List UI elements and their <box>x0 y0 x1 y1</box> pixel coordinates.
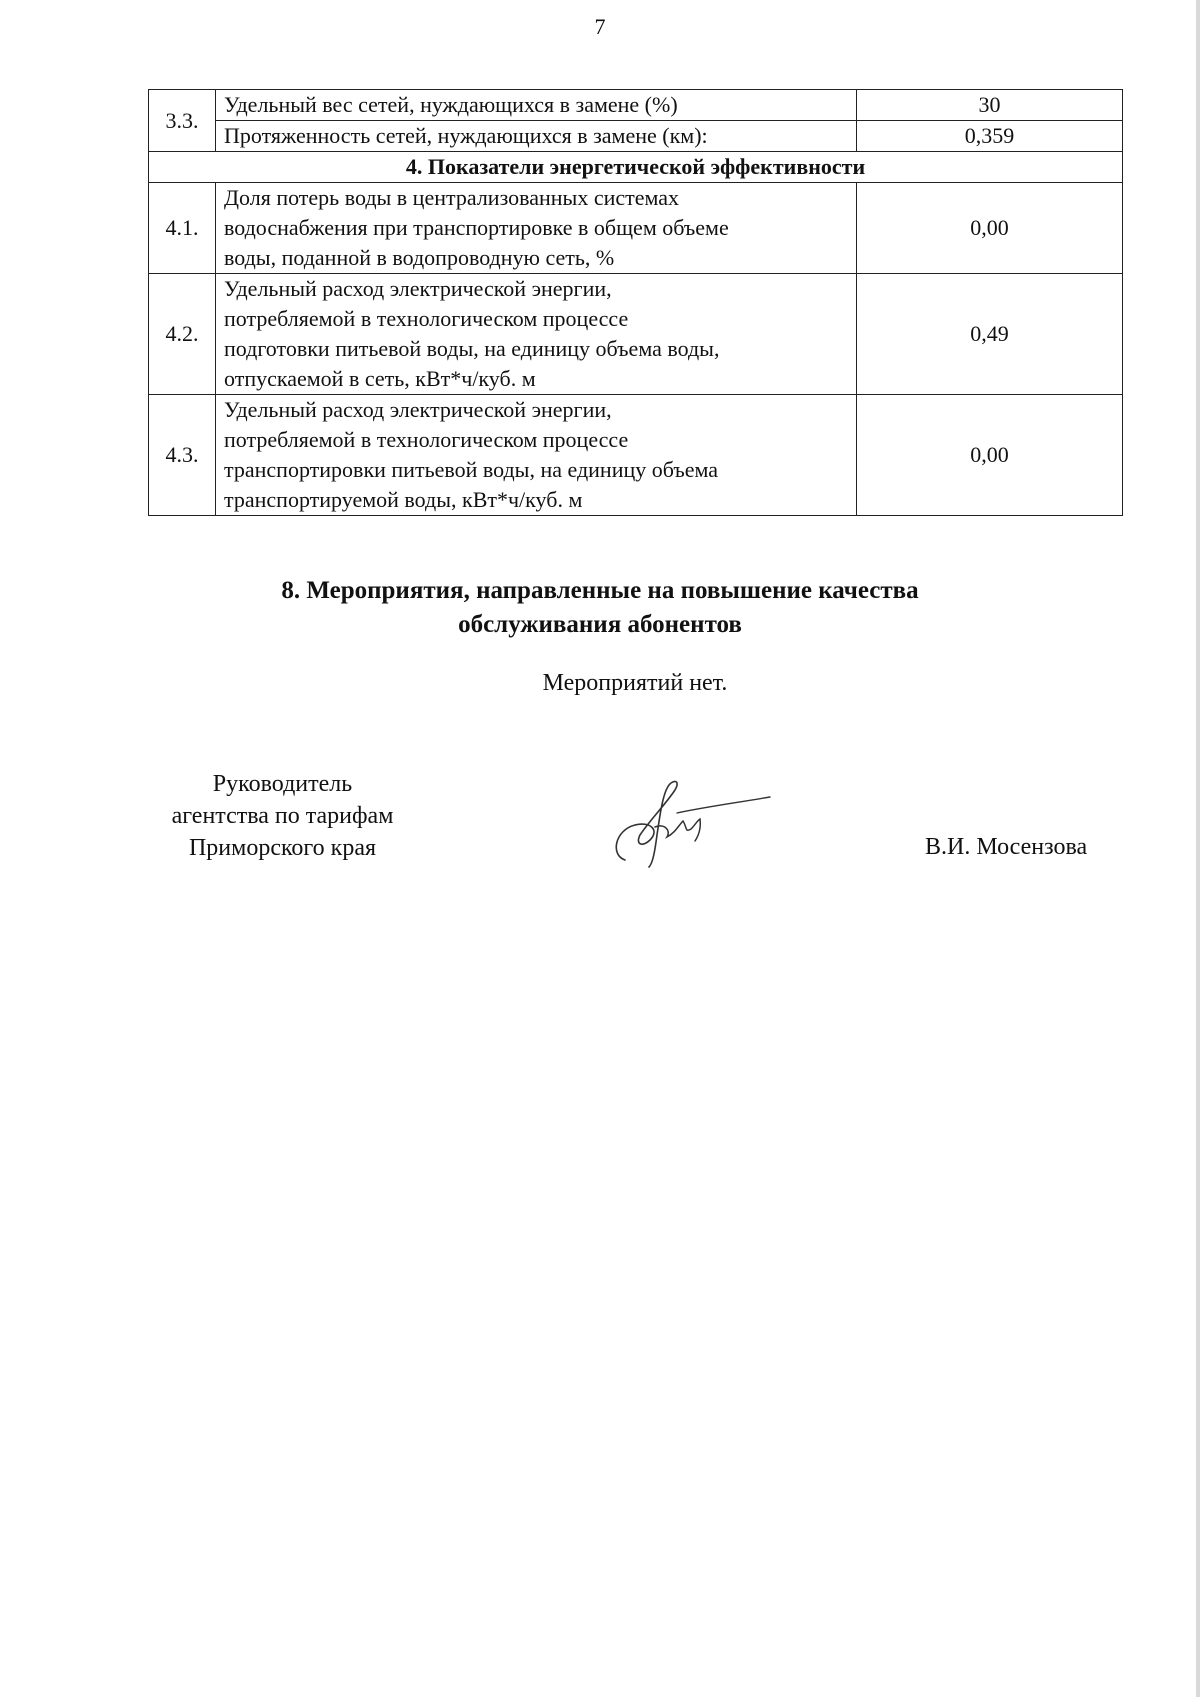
table-row <box>149 274 1123 395</box>
section-row <box>149 152 1123 183</box>
section-heading: 4. Показатели энергетической эффективности <box>149 152 1123 183</box>
label-line: подготовки питьевой воды, на единицу объема воды, <box>224 336 720 361</box>
label-line: отпускаемой в сеть, кВт*ч/куб. м <box>224 366 536 391</box>
row-number: 4.3. <box>149 395 216 516</box>
row-label <box>216 395 857 516</box>
row-value: 0,00 <box>857 395 1123 516</box>
row-value: 30 <box>857 90 1123 121</box>
label-line: потребляемой в технологическом процессе <box>224 427 629 452</box>
row-value: 0,49 <box>857 274 1123 395</box>
heading-line: обслуживания абонентов <box>458 611 742 638</box>
row-label: Протяженность сетей, нуждающихся в замене (км): <box>216 121 857 152</box>
label-line: транспортируемой воды, кВт*ч/куб. м <box>224 487 583 512</box>
section-8-heading <box>0 574 1200 642</box>
row-label <box>216 183 857 274</box>
row-value: 0,359 <box>857 121 1123 152</box>
title-line: агентства по тарифам <box>171 803 394 829</box>
label-line: Удельный расход электрической энергии, <box>224 276 612 301</box>
indicators-table <box>148 89 1123 516</box>
label-line: транспортировки питьевой воды, на единицу объема <box>224 457 719 482</box>
row-label <box>216 274 857 395</box>
page-edge <box>1196 0 1200 1697</box>
page-number: 7 <box>594 14 606 39</box>
label-line: Удельный расход электрической энергии, <box>224 397 612 422</box>
label-line: водоснабжения при транспортировке в общем объеме <box>224 215 729 240</box>
label-line: воды, поданной в водопроводную сеть, % <box>224 245 615 270</box>
title-line: Приморского края <box>188 835 377 861</box>
title-line: Руководитель <box>212 771 353 797</box>
row-number: 4.1. <box>149 183 216 274</box>
table-row <box>149 90 1123 121</box>
row-value: 0,00 <box>857 183 1123 274</box>
table-row <box>149 183 1123 274</box>
label-line: Доля потерь воды в централизованных системах <box>224 185 680 210</box>
table-row <box>149 395 1123 516</box>
handwritten-signature <box>605 775 775 875</box>
section-8-body: Мероприятий нет. <box>542 670 728 696</box>
row-number: 4.2. <box>149 274 216 395</box>
row-number: 3.3. <box>149 90 216 152</box>
label-line: потребляемой в технологическом процессе <box>224 306 629 331</box>
heading-line: 8. Мероприятия, направленные на повышение качества <box>281 577 919 604</box>
signer-title <box>140 768 425 864</box>
table-row <box>149 121 1123 152</box>
row-label: Удельный вес сетей, нуждающихся в замене (%) <box>216 90 857 121</box>
signer-name: В.И. Мосензова <box>925 834 1088 860</box>
